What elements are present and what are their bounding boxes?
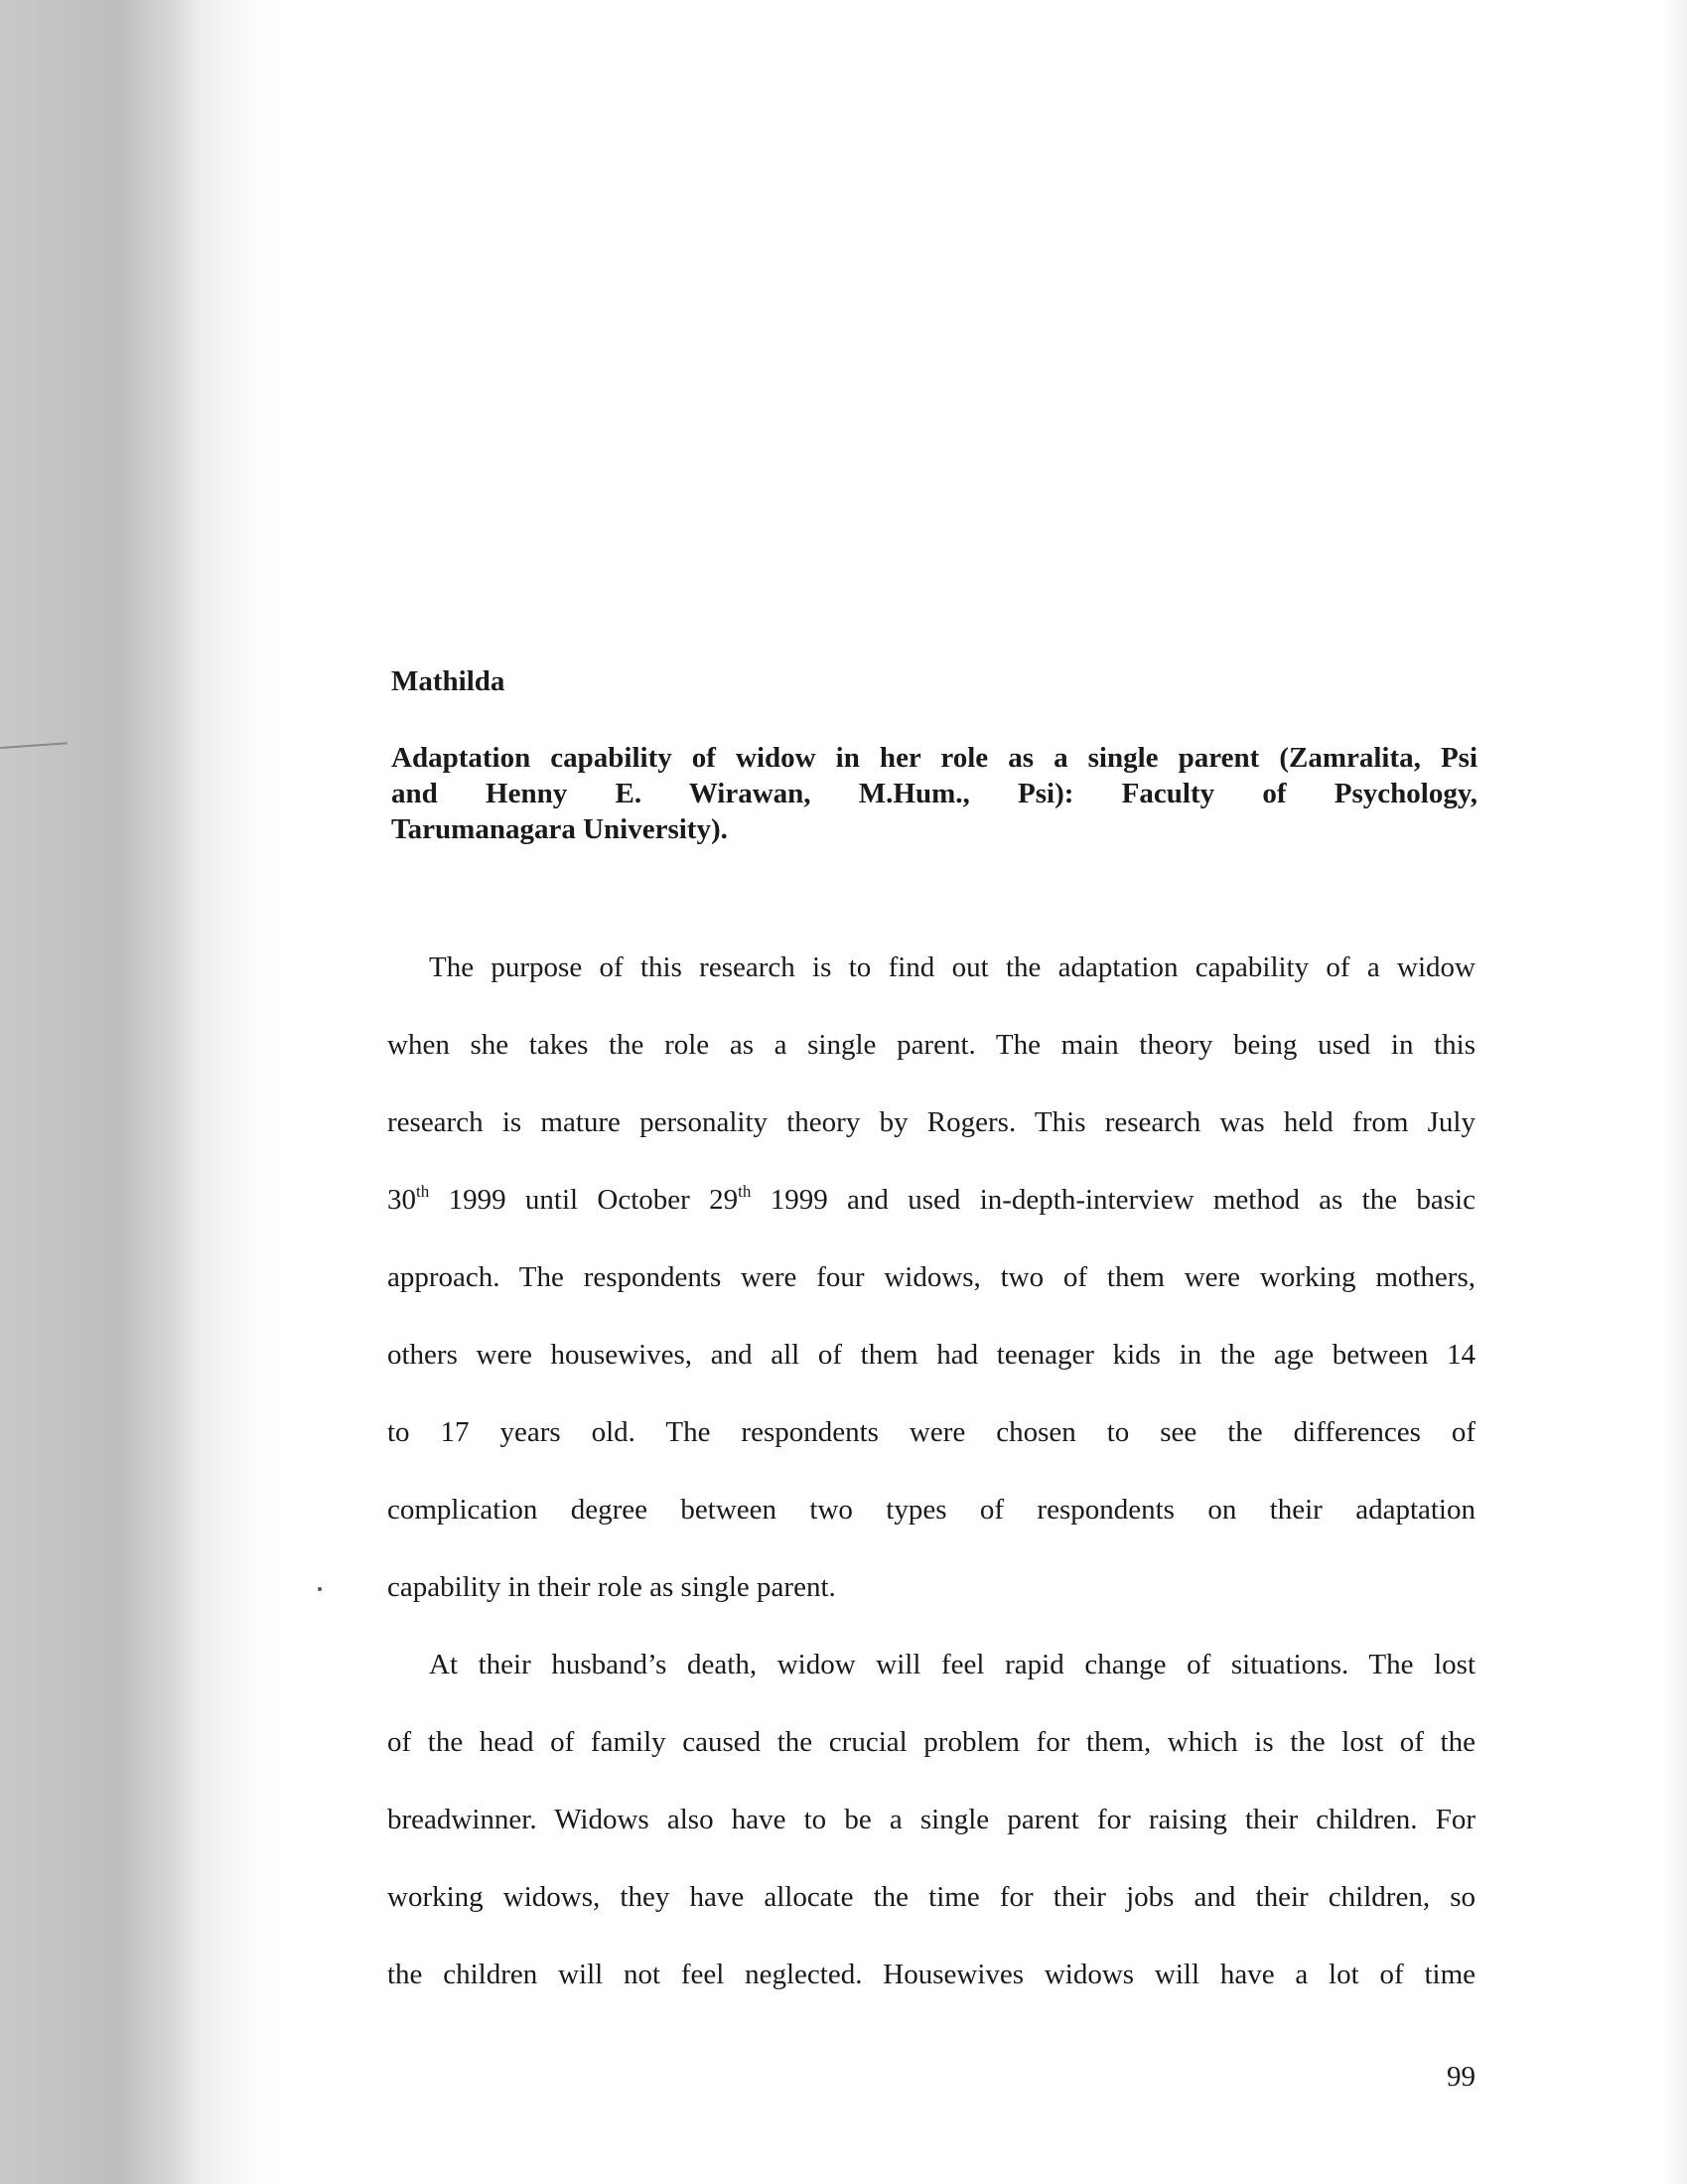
paragraph-line: the children will not feel neglected. Housewives widows will have a lot of time xyxy=(387,1959,1476,1990)
date-text: 1999 until October 29 xyxy=(429,1184,739,1216)
abstract-body xyxy=(387,929,1476,2013)
document-title xyxy=(391,740,1477,847)
title-line: Tarumanagara University). xyxy=(391,813,728,845)
abstract-line: capability in their role as single parent. xyxy=(387,1571,836,1603)
paragraph-line: of the head of family caused the crucial problem for them, which is the lost of the xyxy=(387,1726,1476,1758)
author-name: Mathilda xyxy=(391,665,505,697)
page-edge xyxy=(1661,0,1687,2184)
abstract-line: The purpose of this research is to find out the adaptation capability of a widow xyxy=(429,951,1476,983)
ordinal-suffix: th xyxy=(738,1182,752,1201)
abstract-line: complication degree between two types of respondents on their adaptation xyxy=(387,1494,1476,1526)
abstract-line: research is mature personality theory by Rogers. This research was held from July xyxy=(387,1106,1476,1138)
title-line: Adaptation capability of widow in her role as a single parent (Zamralita, Psi xyxy=(391,742,1477,774)
book-gutter-shadow xyxy=(0,0,288,2184)
abstract-line: others were housewives, and all of them had teenager kids in the age between 14 xyxy=(387,1339,1476,1371)
paragraph-line: breadwinner. Widows also have to be a single parent for raising their children. For xyxy=(387,1804,1476,1835)
scan-speck xyxy=(318,1587,322,1591)
abstract-line: to 17 years old. The respondents were chosen to see the differences of xyxy=(387,1416,1476,1448)
abstract-line: when she takes the role as a single parent. The main theory being used in this xyxy=(387,1029,1476,1061)
abstract-line: approach. The respondents were four widows, two of them were working mothers, xyxy=(387,1261,1476,1293)
date-text-rest: 1999 and used in-depth-interview method as the basic xyxy=(751,1184,1476,1216)
paragraph-line: At their husband’s death, widow will feel rapid change of situations. The lost xyxy=(429,1649,1476,1680)
title-line: and Henny E. Wirawan, M.Hum., Psi): Faculty of Psychology, xyxy=(391,778,1477,809)
page-number: 99 xyxy=(1447,2061,1476,2093)
paragraph-line: working widows, they have allocate the time for their jobs and their children, so xyxy=(387,1881,1476,1913)
date-number: 30 xyxy=(387,1184,416,1216)
abstract-date-line xyxy=(387,1161,1476,1238)
ordinal-suffix: th xyxy=(416,1182,430,1201)
